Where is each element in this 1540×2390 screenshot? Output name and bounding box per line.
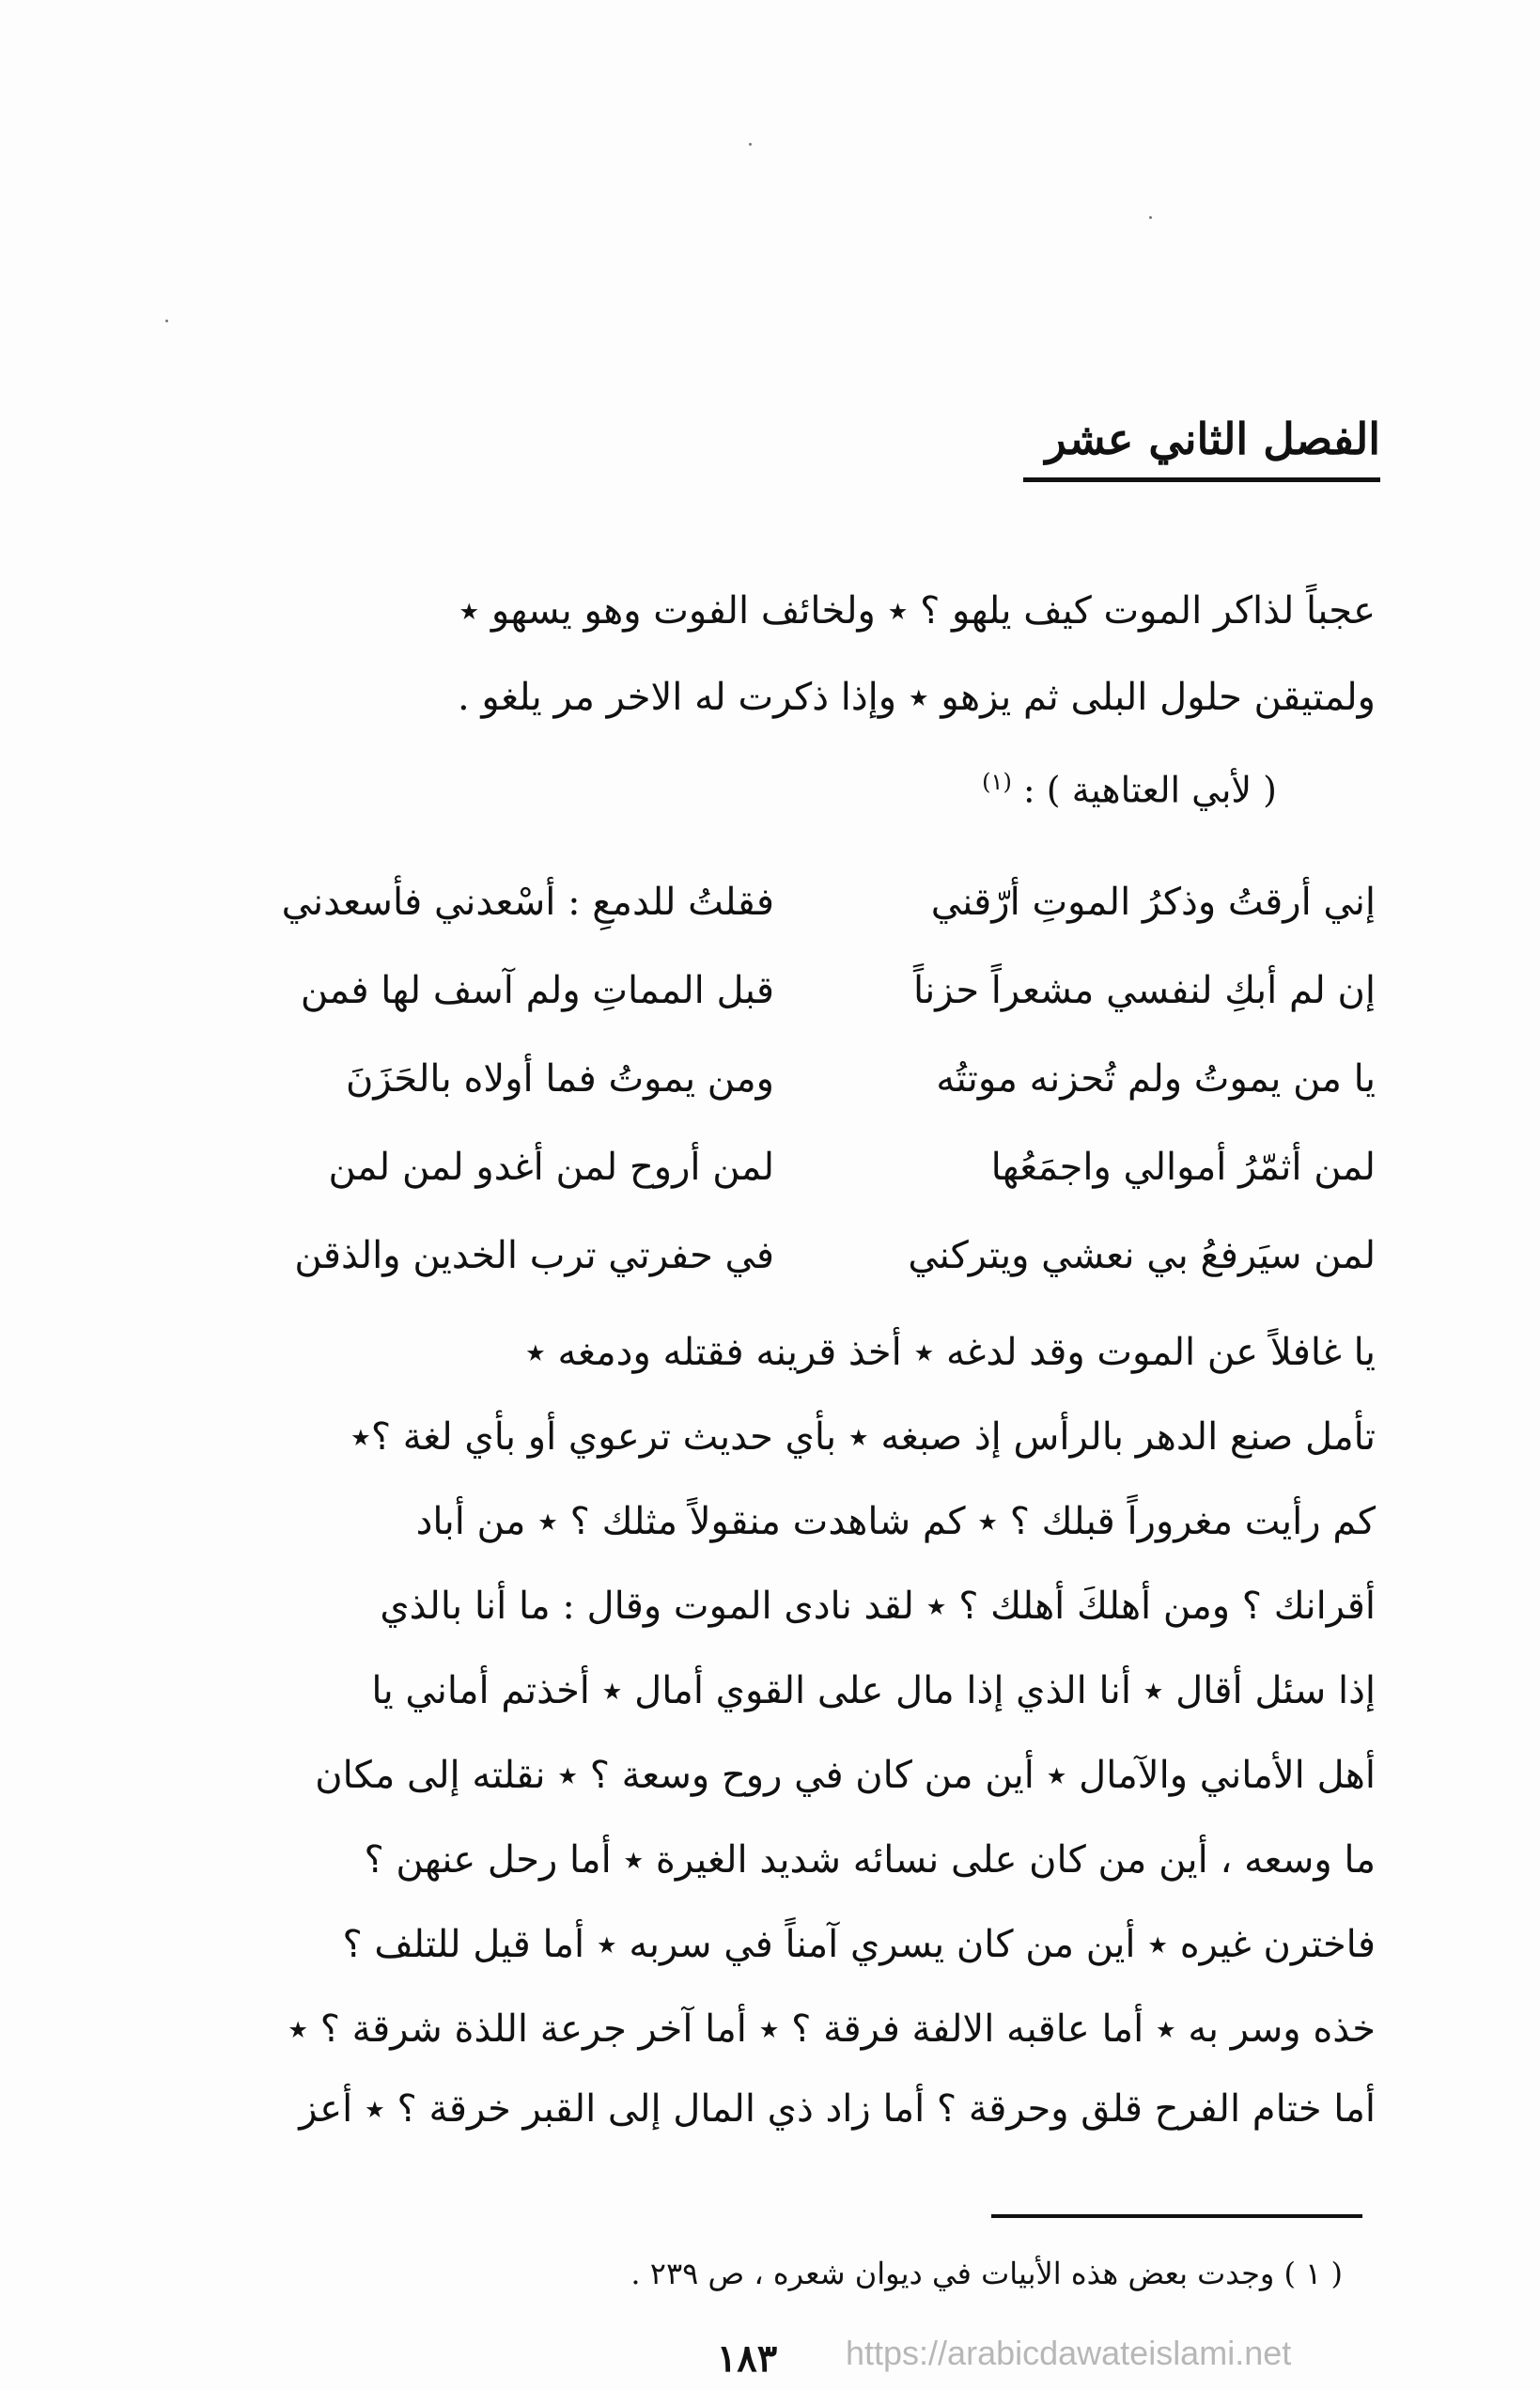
paragraph-line-3: كم رأيت مغروراً قبلك ؟ ٭ كم شاهدت منقولاً مثلك ؟ ٭ من أباد bbox=[415, 1500, 1376, 1543]
watermark-url: https://arabicdawateislami.net bbox=[846, 2334, 1292, 2372]
verse-4-second-hemistich: لمن أروح لمن أغدو لمن لمن bbox=[328, 1146, 774, 1189]
paragraph-line-8: فاخترن غيره ٭ أين من كان يسري آمناً في سربه ٭ أما قيل للتلف ؟ bbox=[342, 1923, 1376, 1966]
paragraph-line-10: أما ختام الفرح قلق وحرقة ؟ أما زاد ذي المال إلى القبر خرقة ؟ ٭ أعز bbox=[299, 2087, 1376, 2131]
paragraph-line-4: أقرانك ؟ ومن أهلكَ أهلك ؟ ٭ لقد نادى الموت وقال : ما أنا بالذي bbox=[380, 1585, 1376, 1628]
verse-2-first-hemistich: إن لم أبكِ لنفسي مشعراً حزناً bbox=[912, 969, 1376, 1012]
paragraph-line-9: خذه وسر به ٭ أما عاقبه الالفة فرقة ؟ ٭ أما آخر جرعة اللذة شرقة ؟ ٭ bbox=[288, 2007, 1376, 2051]
verse-1-second-hemistich: فقلتُ للدمعِ : أسْعدني فأسعدني bbox=[281, 881, 774, 924]
verse-line-1 bbox=[154, 880, 1376, 936]
footnote-reference: (١) bbox=[982, 769, 1012, 795]
footnote-separator bbox=[991, 2214, 1362, 2218]
attribution-text: ( لأبي العتاهية ) : bbox=[1022, 769, 1277, 811]
chapter-title-underline bbox=[1023, 477, 1380, 482]
verse-2-second-hemistich: قبل المماتِ ولم آسف لها فمن bbox=[300, 969, 774, 1012]
page-number: ١٨٣ bbox=[716, 2336, 778, 2381]
verse-3-second-hemistich: ومن يموتُ فما أولاه بالحَزَنَ bbox=[345, 1057, 774, 1101]
paragraph-line-6: أهل الأماني والآمال ٭ أين من كان في روح وسعة ؟ ٭ نقلته إلى مكان bbox=[315, 1754, 1376, 1797]
verse-line-2 bbox=[154, 968, 1376, 1024]
paper-speck bbox=[1149, 216, 1152, 219]
chapter-title: الفصل الثاني عشر bbox=[1045, 414, 1380, 464]
paper-speck bbox=[749, 143, 752, 146]
intro-line-1: عجباً لذاكر الموت كيف يلهو ؟ ٭ ولخائف الفوت وهو يسهو ٭ bbox=[459, 589, 1376, 633]
footnote: ( ١ ) وجدت بعض هذه الأبيات في ديوان شعره ، ص ٢٣٩ . bbox=[630, 2256, 1343, 2291]
verse-4-first-hemistich: لمن أثمّرُ أموالي واجمَعُها bbox=[990, 1146, 1376, 1189]
verse-line-5 bbox=[154, 1233, 1376, 1289]
verse-5-first-hemistich: لمن سيَرفعُ بي نعشي ويتركني bbox=[908, 1234, 1376, 1277]
intro-line-2: ولمتيقن حلول البلى ثم يزهو ٭ وإذا ذكرت له الاخر مر يلغو . bbox=[457, 676, 1376, 719]
verse-line-3 bbox=[154, 1056, 1376, 1113]
paragraph-line-2: تأمل صنع الدهر بالرأس إذ صبغه ٭ بأي حديث ترعوي أو بأي لغة ؟٭ bbox=[350, 1415, 1376, 1459]
paper-speck bbox=[165, 320, 168, 322]
poem-attribution bbox=[619, 769, 1277, 812]
verse-1-first-hemistich: إني أرقتُ وذكرُ الموتِ أرّقني bbox=[930, 881, 1376, 924]
verse-3-first-hemistich: يا من يموتُ ولم تُحزنه موتتُه bbox=[936, 1057, 1376, 1101]
paragraph-line-7: ما وسعه ، أين من كان على نسائه شديد الغيرة ٭ أما رحل عنهن ؟ bbox=[364, 1838, 1376, 1882]
verse-5-second-hemistich: في حفرتي ترب الخدين والذقن bbox=[294, 1234, 774, 1277]
paragraph-line-1: يا غافلاً عن الموت وقد لدغه ٭ أخذ قرينه فقتله ودمغه ٭ bbox=[525, 1331, 1376, 1374]
paragraph-line-5: إذا سئل أقال ٭ أنا الذي إذا مال على القوي أمال ٭ أخذتم أماني يا bbox=[371, 1669, 1376, 1712]
verse-line-4 bbox=[154, 1145, 1376, 1201]
